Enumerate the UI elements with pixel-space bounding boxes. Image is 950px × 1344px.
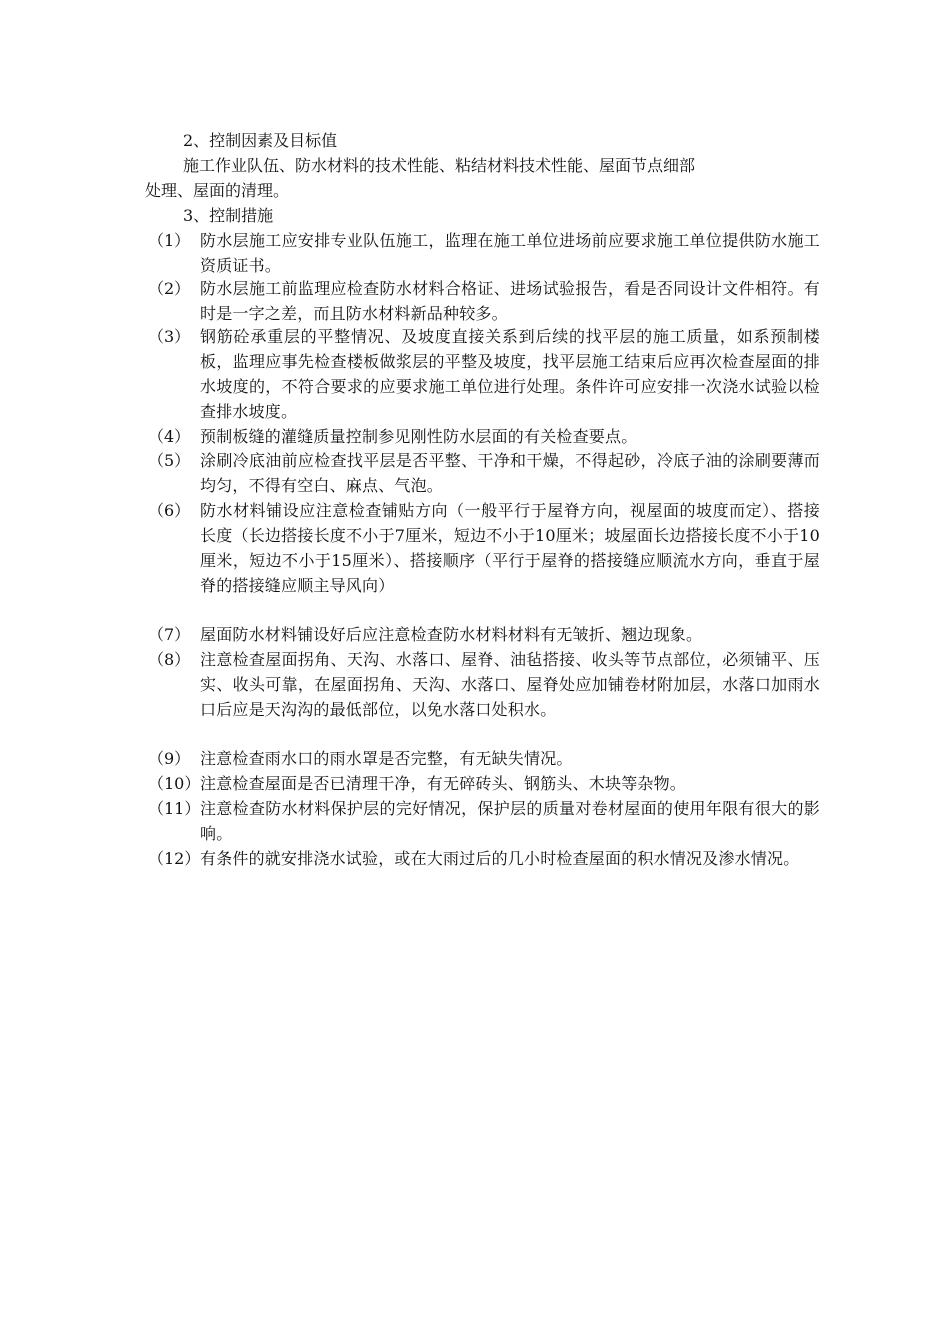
item-number: （3） bbox=[148, 327, 191, 346]
item-text: 防水层施工前监理应检查防水材料合格证、进场试验报告，看是否同设计文件相符。有时是一字之差，而且防水材料新品种较多。 bbox=[200, 279, 820, 323]
item-number: （10） bbox=[148, 774, 201, 793]
item-number: （1） bbox=[148, 231, 191, 250]
section-2-paragraph-line-2: 处理、屋面的清理。 bbox=[145, 181, 290, 200]
item-number: （9） bbox=[148, 749, 191, 768]
section-2-heading: 2、控制因素及目标值 bbox=[183, 131, 338, 150]
item-text: 预制板缝的灌缝质量控制参见刚性防水层面的有关检查要点。 bbox=[200, 427, 638, 446]
item-text: 钢筋砼承重层的平整情况、及坡度直接关系到后续的找平层的施工质量，如系预制楼板，监理应事先检查楼板做浆层的平整及坡度，找平层施工结束后应再次检查屋面的排水坡度的，不符合要求的应要求施工单位进行处理。条件许可应安排一次浇水试验以检查排水坡度。 bbox=[200, 327, 820, 421]
item-number: （7） bbox=[148, 625, 191, 644]
item-number: （4） bbox=[148, 427, 191, 446]
item-text: 注意检查雨水口的雨水罩是否完整，有无缺失情况。 bbox=[200, 749, 573, 768]
section-3-heading: 3、控制措施 bbox=[183, 206, 274, 225]
item-text: 防水材料铺设应注意检查铺贴方向（一般平行于屋脊方向，视屋面的坡度而定）、搭接长度（长边搭接长度不小于7厘米，短边不小于10厘米；坡屋面长边搭接长度不小于10厘米，短边不小于15厘米）、搭接顺序（平行于屋脊的搭接缝应顺流水方向，垂直于屋脊的搭接缝应顺主导风向） bbox=[200, 501, 820, 595]
item-text: 有条件的就安排浇水试验，或在大雨过后的几小时检查屋面的积水情况及渗水情况。 bbox=[200, 849, 800, 868]
item-number: （8） bbox=[148, 650, 191, 669]
item-text: 注意检查屋面拐角、天沟、水落口、屋脊、油毡搭接、收头等节点部位，必须铺平、压实、收头可靠，在屋面拐角、天沟、水落口、屋脊处应加铺卷材附加层，水落口加雨水口后应是天沟沟的最低部位，以免水落口处积水。 bbox=[200, 650, 820, 719]
item-text: 涂刷冷底油前应检查找平层是否平整、干净和干燥，不得起砂，冷底子油的涂刷要薄而均匀，不得有空白、麻点、气泡。 bbox=[200, 451, 820, 495]
item-number: （11） bbox=[148, 799, 201, 818]
item-text: 屋面防水材料铺设好后应注意检查防水材料材料有无皱折、翘边现象。 bbox=[200, 625, 703, 644]
item-text: 防水层施工应安排专业队伍施工，监理在施工单位进场前应要求施工单位提供防水施工资质证书。 bbox=[200, 231, 820, 275]
item-number: （12） bbox=[148, 849, 201, 868]
item-text: 注意检查屋面是否已清理干净，有无碎砖头、钢筋头、木块等杂物。 bbox=[200, 774, 687, 793]
item-number: （6） bbox=[148, 501, 191, 520]
item-text: 注意检查防水材料保护层的完好情况，保护层的质量对卷材屋面的使用年限有很大的影响。 bbox=[200, 799, 820, 843]
item-number: （2） bbox=[148, 279, 191, 298]
item-number: （5） bbox=[148, 451, 191, 470]
section-2-paragraph-line-1: 施工作业队伍、防水材料的技术性能、粘结材料技术性能、屋面节点细部 bbox=[183, 156, 696, 175]
